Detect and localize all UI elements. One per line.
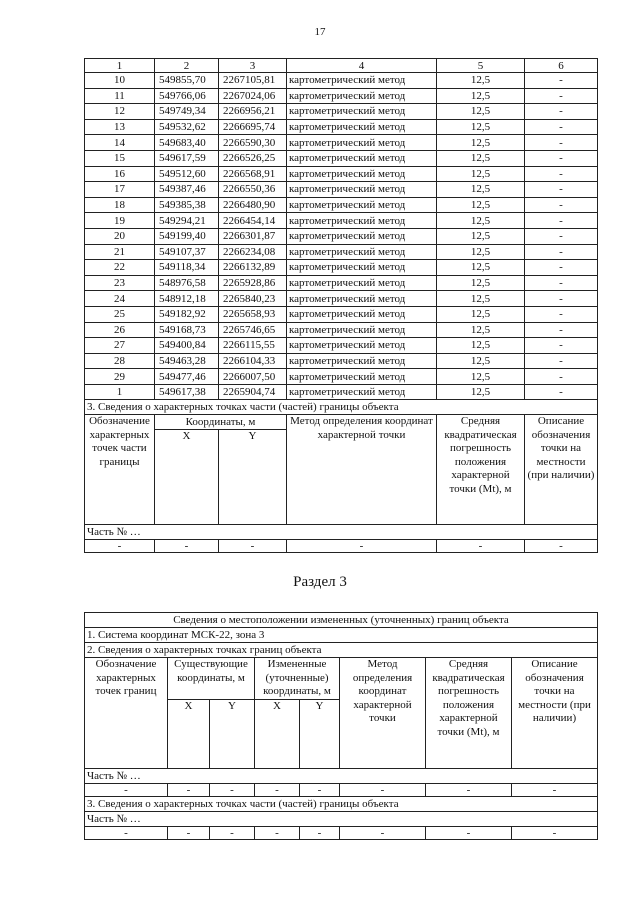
- table-cell: 22: [85, 260, 155, 276]
- table-row: [85, 197, 598, 213]
- table-cell: 12,5: [437, 182, 525, 198]
- table-cell: 2266007,50: [219, 369, 287, 385]
- table-cell: 28: [85, 353, 155, 369]
- part-label: Часть № …: [85, 811, 598, 826]
- dash-cell: -: [168, 783, 210, 796]
- table-cell: 2266590,30: [219, 135, 287, 151]
- dash-cell: -: [210, 783, 255, 796]
- table-cell: 29: [85, 369, 155, 385]
- changed-coords-header: Измененные (уточненные) координаты, м: [255, 658, 340, 700]
- table-cell: -: [525, 135, 598, 151]
- table-cell: картометрический метод: [287, 369, 437, 385]
- table-cell: -: [525, 275, 598, 291]
- table-cell: 12,5: [437, 135, 525, 151]
- table-cell: 12: [85, 104, 155, 120]
- table-cell: 2266550,36: [219, 182, 287, 198]
- header-cell: 2: [155, 59, 219, 73]
- table-row: [85, 104, 598, 120]
- table-cell: 21: [85, 244, 155, 260]
- table-cell: 2266104,33: [219, 353, 287, 369]
- table-cell: 2266301,87: [219, 228, 287, 244]
- table-cell: 12,5: [437, 104, 525, 120]
- table-cell: 549532,62: [155, 119, 219, 135]
- table-cell: картометрический метод: [287, 260, 437, 276]
- table-row: [85, 166, 598, 182]
- table-cell: -: [525, 104, 598, 120]
- table-cell: 548912,18: [155, 291, 219, 307]
- table-cell: 23: [85, 275, 155, 291]
- table-row: [85, 182, 598, 198]
- dash-cell: -: [512, 783, 598, 796]
- table-cell: 2265928,86: [219, 275, 287, 291]
- table-cell: 12,5: [437, 228, 525, 244]
- table-cell: -: [525, 384, 598, 400]
- dash-cell: -: [426, 826, 512, 839]
- dash-cell: -: [512, 826, 598, 839]
- table-cell: картометрический метод: [287, 135, 437, 151]
- table-cell: картометрический метод: [287, 197, 437, 213]
- table-row: [85, 135, 598, 151]
- table-cell: 27: [85, 338, 155, 354]
- table-cell: 549512,60: [155, 166, 219, 182]
- table-cell: -: [525, 182, 598, 198]
- table-cell: -: [525, 291, 598, 307]
- dash-cell: -: [255, 826, 300, 839]
- table-cell: -: [525, 150, 598, 166]
- table-cell: картометрический метод: [287, 73, 437, 89]
- table-cell: -: [525, 197, 598, 213]
- section3-title: 3. Сведения о характерных точках части (частей) границы объекта: [85, 796, 598, 811]
- table-header-row: [85, 59, 598, 73]
- table-cell: 549463,28: [155, 353, 219, 369]
- table-cell: 2266526,25: [219, 150, 287, 166]
- table-row: [85, 353, 598, 369]
- table-cell: картометрический метод: [287, 322, 437, 338]
- table-cell: 2267105,81: [219, 73, 287, 89]
- header-cell: 4: [287, 59, 437, 73]
- table-cell: 2266568,91: [219, 166, 287, 182]
- table-cell: 24: [85, 291, 155, 307]
- table-cell: 2267024,06: [219, 88, 287, 104]
- table-cell: 2266115,55: [219, 338, 287, 354]
- table-row: [85, 244, 598, 260]
- dash-cell: -: [437, 540, 525, 553]
- table-cell: 549766,06: [155, 88, 219, 104]
- dash-cell: -: [426, 783, 512, 796]
- table-cell: 12,5: [437, 384, 525, 400]
- table-cell: 549118,34: [155, 260, 219, 276]
- table-cell: -: [525, 88, 598, 104]
- dash-cell: -: [85, 540, 155, 553]
- table-cell: 13: [85, 119, 155, 135]
- table-cell: 12,5: [437, 119, 525, 135]
- table-row: [85, 119, 598, 135]
- table-cell: 549477,46: [155, 369, 219, 385]
- table-cell: -: [525, 213, 598, 229]
- designation-header: Обозначение характерных точек границ: [85, 658, 168, 769]
- boundary-points-table: [84, 58, 598, 553]
- table-cell: 1: [85, 384, 155, 400]
- table-cell: 549617,59: [155, 150, 219, 166]
- table-cell: -: [525, 306, 598, 322]
- table-cell: 15: [85, 150, 155, 166]
- table-cell: 12,5: [437, 260, 525, 276]
- table-cell: 10: [85, 73, 155, 89]
- table-cell: 2266132,89: [219, 260, 287, 276]
- table-cell: 12,5: [437, 369, 525, 385]
- table-cell: -: [525, 322, 598, 338]
- table-cell: 549387,46: [155, 182, 219, 198]
- dash-cell: -: [255, 783, 300, 796]
- y-header: Y: [219, 430, 287, 525]
- table-cell: картометрический метод: [287, 88, 437, 104]
- table-cell: картометрический метод: [287, 104, 437, 120]
- x-header: X: [168, 699, 210, 768]
- table-cell: 12,5: [437, 322, 525, 338]
- header-cell: 6: [525, 59, 598, 73]
- table-cell: 26: [85, 322, 155, 338]
- table-cell: картометрический метод: [287, 182, 437, 198]
- table-cell: картометрический метод: [287, 338, 437, 354]
- header-cell: 1: [85, 59, 155, 73]
- table-row: [85, 213, 598, 229]
- table-cell: картометрический метод: [287, 244, 437, 260]
- section-heading: Раздел 3: [293, 574, 347, 590]
- table-row: [85, 291, 598, 307]
- table-cell: 2266454,14: [219, 213, 287, 229]
- table-cell: 549385,38: [155, 197, 219, 213]
- table-cell: 12,5: [437, 244, 525, 260]
- dash-cell: -: [340, 826, 426, 839]
- coordinate-system: 1. Система координат МСК-22, зона 3: [85, 628, 598, 643]
- table-cell: 14: [85, 135, 155, 151]
- method-header: Метод определения координат характерной точки: [287, 415, 437, 525]
- table-cell: 2266695,74: [219, 119, 287, 135]
- table-cell: 16: [85, 166, 155, 182]
- dash-cell: -: [85, 826, 168, 839]
- table-cell: 12,5: [437, 88, 525, 104]
- dash-cell: -: [219, 540, 287, 553]
- changed-boundaries-table: [84, 612, 598, 840]
- table-cell: -: [525, 338, 598, 354]
- table-cell: картометрический метод: [287, 384, 437, 400]
- table-cell: 12,5: [437, 150, 525, 166]
- page-number: 17: [314, 26, 326, 38]
- table-cell: 549400,84: [155, 338, 219, 354]
- table-row: [85, 260, 598, 276]
- table-cell: картометрический метод: [287, 353, 437, 369]
- table-cell: -: [525, 244, 598, 260]
- table-cell: картометрический метод: [287, 213, 437, 229]
- table-row: [85, 369, 598, 385]
- part-label: Часть № …: [85, 525, 598, 540]
- table-row: [85, 322, 598, 338]
- table-cell: 17: [85, 182, 155, 198]
- table-cell: картометрический метод: [287, 228, 437, 244]
- table2-title: Сведения о местоположении измененных (уточненных) границ объекта: [85, 613, 598, 628]
- table-cell: 20: [85, 228, 155, 244]
- section3-title: 3. Сведения о характерных точках части (частей) границы объекта: [85, 400, 598, 415]
- table-row: [85, 338, 598, 354]
- table-cell: 2266956,21: [219, 104, 287, 120]
- table-cell: картометрический метод: [287, 306, 437, 322]
- boundary-points-title: 2. Сведения о характерных точках границ объекта: [85, 643, 598, 658]
- table-cell: 549199,40: [155, 228, 219, 244]
- table-cell: картометрический метод: [287, 291, 437, 307]
- table-cell: 2265904,74: [219, 384, 287, 400]
- table-cell: 548976,58: [155, 275, 219, 291]
- existing-coords-header: Существующие координаты, м: [168, 658, 255, 700]
- table-cell: 549294,21: [155, 213, 219, 229]
- table-cell: картометрический метод: [287, 166, 437, 182]
- table-cell: 12,5: [437, 291, 525, 307]
- table-row: [85, 150, 598, 166]
- coords-header: Координаты, м: [155, 415, 287, 430]
- x-header: X: [155, 430, 219, 525]
- table-row: [85, 275, 598, 291]
- dash-cell: -: [85, 783, 168, 796]
- table-cell: -: [525, 73, 598, 89]
- table-cell: -: [525, 260, 598, 276]
- table-cell: 12,5: [437, 353, 525, 369]
- table-cell: 19: [85, 213, 155, 229]
- y-header: Y: [210, 699, 255, 768]
- table-cell: 549617,38: [155, 384, 219, 400]
- table-cell: 12,5: [437, 213, 525, 229]
- table-cell: 549855,70: [155, 73, 219, 89]
- x-header: X: [255, 699, 300, 768]
- dash-cell: -: [287, 540, 437, 553]
- table-cell: 25: [85, 306, 155, 322]
- table-row: [85, 228, 598, 244]
- table-cell: 549168,73: [155, 322, 219, 338]
- table-cell: картометрический метод: [287, 275, 437, 291]
- table-row: [85, 73, 598, 89]
- table-cell: картометрический метод: [287, 119, 437, 135]
- y-header: Y: [300, 699, 340, 768]
- table-cell: 12,5: [437, 166, 525, 182]
- header-cell: 5: [437, 59, 525, 73]
- table-cell: 2265658,93: [219, 306, 287, 322]
- table-cell: 12,5: [437, 197, 525, 213]
- table-cell: -: [525, 369, 598, 385]
- table-cell: 549683,40: [155, 135, 219, 151]
- table-cell: -: [525, 228, 598, 244]
- table-cell: 12,5: [437, 275, 525, 291]
- table-cell: 2266234,08: [219, 244, 287, 260]
- table-cell: 12,5: [437, 338, 525, 354]
- dash-cell: -: [340, 783, 426, 796]
- error-header: Средняя квадратическая погрешность положения характерной точки (Mt), м: [426, 658, 512, 769]
- table-cell: 2265746,65: [219, 322, 287, 338]
- table-cell: -: [525, 353, 598, 369]
- table-cell: -: [525, 119, 598, 135]
- dash-cell: -: [155, 540, 219, 553]
- error-header: Средняя квадратическая погрешность положения характерной точки (Mt), м: [437, 415, 525, 525]
- table-row: [85, 384, 598, 400]
- dash-cell: -: [525, 540, 598, 553]
- description-header: Описание обозначения точки на местности (при наличии): [512, 658, 598, 769]
- table-cell: 549107,37: [155, 244, 219, 260]
- dash-cell: -: [210, 826, 255, 839]
- table-cell: картометрический метод: [287, 150, 437, 166]
- header-cell: 3: [219, 59, 287, 73]
- table-row: [85, 88, 598, 104]
- table-row: [85, 306, 598, 322]
- method-header: Метод определения координат характерной точки: [340, 658, 426, 769]
- table-cell: -: [525, 166, 598, 182]
- table-cell: 11: [85, 88, 155, 104]
- table-cell: 2266480,90: [219, 197, 287, 213]
- table-cell: 12,5: [437, 73, 525, 89]
- description-header: Описание обозначения точки на местности (при наличии): [525, 415, 598, 525]
- table-cell: 549182,92: [155, 306, 219, 322]
- table-cell: 549749,34: [155, 104, 219, 120]
- dash-cell: -: [300, 826, 340, 839]
- table-cell: 2265840,23: [219, 291, 287, 307]
- table-cell: 12,5: [437, 306, 525, 322]
- dash-cell: -: [168, 826, 210, 839]
- dash-cell: -: [300, 783, 340, 796]
- table-cell: 18: [85, 197, 155, 213]
- part-label: Часть № …: [85, 768, 598, 783]
- designation-header: Обозначение характерных точек части границы: [85, 415, 155, 525]
